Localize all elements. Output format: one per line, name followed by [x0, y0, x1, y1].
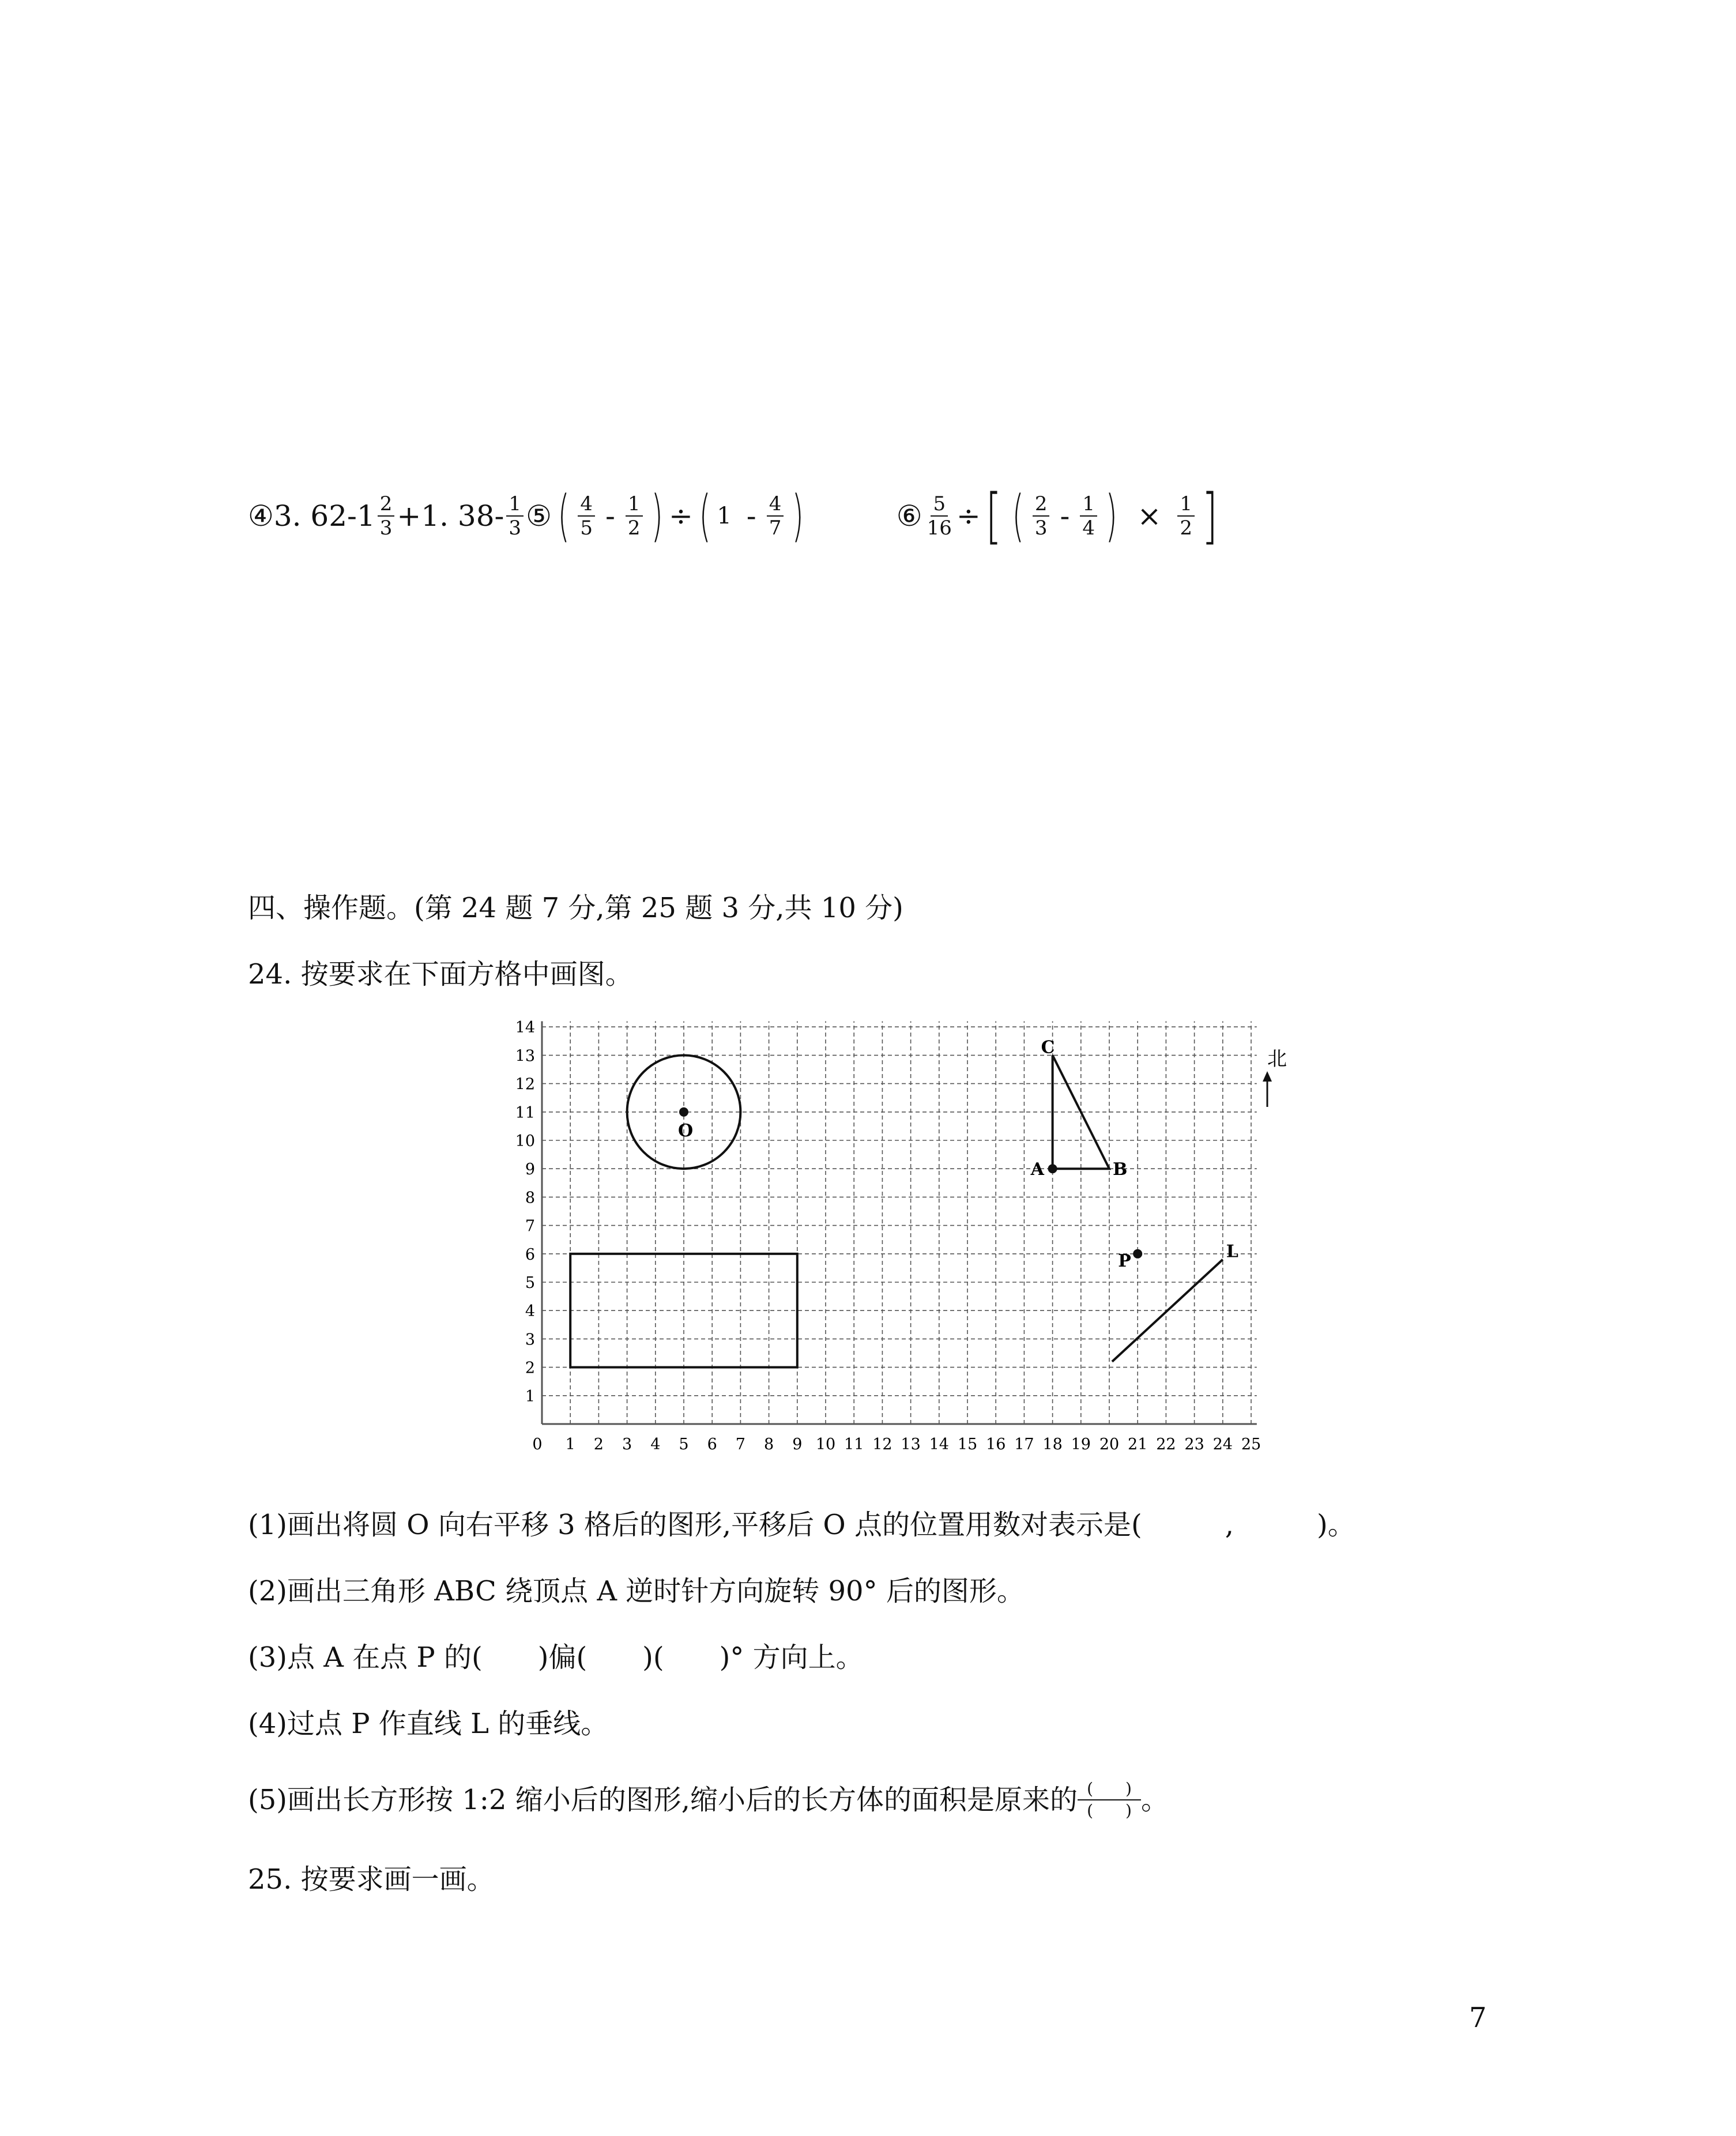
north-arrow-icon — [1263, 1071, 1272, 1082]
q5-label: ⑤ — [526, 499, 552, 533]
question-24-title: 24. 按要求在下面方格中画图。 — [248, 958, 633, 990]
y-tick-label: 13 — [515, 1047, 535, 1065]
x-tick-label: 1 — [565, 1436, 575, 1453]
answer-fraction-blank[interactable]: $\frac{( )}{( )}$ — [1078, 1779, 1141, 1821]
q6-fraction-3: $\frac{1}{4}$ — [1080, 492, 1097, 540]
x-tick-label: 21 — [1128, 1436, 1148, 1453]
label-a: A — [1030, 1159, 1044, 1180]
x-tick-label: 22 — [1156, 1436, 1176, 1453]
y-tick-label: 3 — [525, 1331, 535, 1349]
y-tick-label: 1 — [525, 1387, 535, 1406]
coordinate-grid-figure — [507, 1020, 1303, 1470]
x-tick-label: 4 — [650, 1436, 661, 1453]
x-tick-label: 2 — [593, 1436, 604, 1453]
point-p — [1133, 1249, 1142, 1259]
x-tick-label: 11 — [844, 1436, 864, 1453]
section-4-heading: 四、操作题。(第 24 题 7 分,第 25 题 3 分,共 10 分) — [248, 892, 903, 924]
page-number: 7 — [1469, 2002, 1487, 2034]
x-tick-label: 16 — [986, 1436, 1006, 1453]
left-paren: ( — [1012, 484, 1025, 548]
q5-divide: ÷ — [668, 499, 693, 533]
x-tick-label: 13 — [901, 1436, 921, 1453]
y-tick-label: 12 — [515, 1075, 535, 1094]
q5-fraction-3: $\frac{4}{7}$ — [767, 492, 784, 540]
math-expressions-line — [248, 481, 1223, 551]
question-24-1: (1)画出将圆 O 向右平移 3 格后的图形,平移后 O 点的位置用数对表示是( , )。 — [248, 1509, 1355, 1541]
x-tick-label: 14 — [929, 1436, 949, 1453]
q5-minus-2: - — [746, 499, 756, 533]
question-24-5-text: (5)画出长方形按 1:2 缩小后的图形,缩小后的长方体的面积是原来的 — [248, 1784, 1078, 1816]
right-paren: ) — [792, 484, 804, 548]
q6-times: × — [1137, 499, 1162, 533]
q6-minus: - — [1060, 499, 1070, 533]
y-tick-label: 14 — [515, 1020, 535, 1037]
x-tick-label: 20 — [1099, 1436, 1120, 1453]
x-tick-label: 25 — [1241, 1436, 1261, 1453]
left-bracket: [ — [985, 481, 1002, 551]
question-24-5-end: 。 — [1141, 1784, 1169, 1816]
question-24-5 — [248, 1779, 1169, 1821]
right-paren: ) — [1105, 484, 1118, 548]
right-bracket: ] — [1202, 481, 1218, 551]
x-tick-label: 3 — [622, 1436, 632, 1453]
label-b: B — [1113, 1159, 1128, 1180]
q4-middle: +1. 38- — [397, 499, 504, 533]
center-point-o — [679, 1107, 688, 1117]
x-tick-label: 7 — [735, 1436, 745, 1453]
x-tick-label: 15 — [957, 1436, 978, 1453]
point-a — [1048, 1164, 1057, 1173]
x-tick-label: 23 — [1184, 1436, 1204, 1453]
x-tick-label: 0 — [532, 1436, 543, 1453]
label-p: P — [1118, 1250, 1131, 1271]
q6-fraction-2: $\frac{2}{3}$ — [1033, 492, 1050, 540]
label-l: L — [1226, 1241, 1238, 1262]
right-paren: ) — [650, 484, 663, 548]
q5-fraction-1: $\frac{4}{5}$ — [578, 492, 595, 540]
grid-lines — [542, 1021, 1257, 1424]
y-tick-label: 11 — [515, 1103, 535, 1122]
x-tick-label: 17 — [1014, 1436, 1034, 1453]
y-tick-label: 10 — [515, 1132, 535, 1150]
north-label: 北 — [1267, 1048, 1287, 1071]
x-tick-label: 8 — [764, 1436, 774, 1453]
y-tick-label: 8 — [525, 1189, 535, 1207]
y-tick-label: 4 — [525, 1302, 535, 1321]
q4-fraction-2: $\frac{1}{3}$ — [506, 492, 524, 540]
x-tick-label: 6 — [707, 1436, 717, 1453]
question-24-3: (3)点 A 在点 P 的( )偏( )( )° 方向上。 — [248, 1641, 864, 1674]
q5-one: 1 — [717, 503, 732, 529]
x-tick-label: 19 — [1071, 1436, 1091, 1453]
grid-svg — [507, 1020, 1303, 1470]
x-tick-label: 5 — [679, 1436, 689, 1453]
q5-minus: - — [605, 499, 615, 533]
label-c: C — [1041, 1037, 1055, 1058]
y-tick-label: 6 — [525, 1245, 535, 1264]
q5-fraction-2: $\frac{1}{2}$ — [626, 492, 643, 540]
question-24-4: (4)过点 P 作直线 L 的垂线。 — [248, 1708, 609, 1740]
q6-fraction-4: $\frac{1}{2}$ — [1177, 492, 1195, 540]
question-25-title: 25. 按要求画一画。 — [248, 1863, 495, 1896]
y-tick-label: 2 — [525, 1359, 535, 1377]
y-tick-label: 9 — [525, 1161, 535, 1179]
question-24-2: (2)画出三角形 ABC 绕顶点 A 逆时针方向旋转 90° 后的图形。 — [248, 1575, 1025, 1607]
x-tick-label: 24 — [1212, 1436, 1233, 1453]
q6-label: ⑥ — [896, 499, 922, 533]
x-tick-label: 10 — [815, 1436, 836, 1453]
y-tick-label: 5 — [525, 1274, 535, 1292]
y-tick-label: 7 — [525, 1217, 535, 1235]
left-paren: ( — [699, 484, 711, 548]
x-tick-label: 9 — [792, 1436, 803, 1453]
left-paren: ( — [558, 484, 570, 548]
q6-fraction-1: $\frac{5}{16}$ — [927, 492, 952, 540]
x-tick-label: 18 — [1042, 1436, 1063, 1453]
q4-label: ④3. 62-1 — [248, 499, 375, 533]
x-tick-label: 12 — [872, 1436, 893, 1453]
label-o: O — [678, 1120, 694, 1141]
q4-fraction-1: $\frac{2}{3}$ — [378, 492, 395, 540]
q6-divide: ÷ — [956, 499, 981, 533]
